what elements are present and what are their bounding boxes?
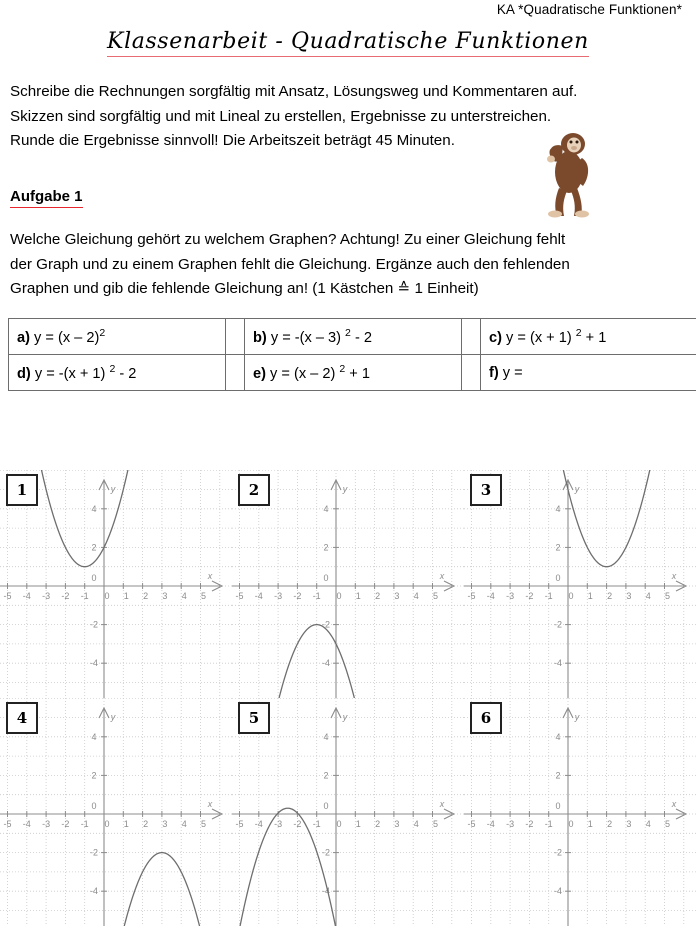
svg-text:-2: -2: [553, 847, 563, 858]
aufgabe-heading: Aufgabe 1: [10, 188, 83, 208]
svg-text:0: 0: [104, 591, 110, 601]
svg-text:y: y: [110, 484, 116, 494]
svg-text:-4: -4: [486, 819, 495, 829]
svg-text:x: x: [439, 799, 445, 809]
answer-cell-e[interactable]: [462, 355, 481, 391]
graph-panel-6: [464, 698, 696, 926]
tick-labels: [235, 484, 444, 668]
answer-cell-b[interactable]: [462, 319, 481, 355]
graph-panel-3: [464, 470, 696, 698]
svg-text:-4: -4: [89, 886, 99, 897]
equation-label: f): [489, 364, 503, 381]
svg-text:-2: -2: [321, 619, 331, 630]
graph-number-badge: 5: [238, 702, 270, 734]
equation-cell-b: [245, 319, 462, 355]
svg-text:-4: -4: [254, 591, 263, 601]
task-description: [10, 228, 650, 302]
svg-text:1: 1: [587, 819, 593, 829]
svg-text:4: 4: [181, 819, 187, 829]
svg-text:-2: -2: [293, 819, 302, 829]
svg-text:0: 0: [555, 801, 561, 811]
graph-panel-2: [232, 470, 464, 698]
svg-text:-5: -5: [235, 591, 244, 601]
tick-labels: [3, 484, 212, 668]
equation-body: y = (x – 2): [34, 329, 100, 346]
svg-text:-1: -1: [544, 819, 553, 829]
equation-exponent: 2: [575, 327, 582, 340]
equation-label: c): [489, 329, 507, 346]
page-title-wrapper: [0, 29, 696, 57]
axis-arrowheads: [563, 708, 686, 819]
graph-panel-1: [0, 470, 232, 698]
svg-text:-3: -3: [506, 591, 515, 601]
equation-body: y = (x – 2): [270, 365, 340, 382]
graph-number-badge: 3: [470, 474, 502, 506]
equation-exponent: 2: [345, 327, 351, 340]
svg-text:x: x: [207, 571, 213, 581]
svg-text:0: 0: [91, 573, 97, 583]
svg-text:5: 5: [200, 591, 207, 601]
page-title: Klassenarbeit - Quadratische Funktionen: [107, 29, 589, 57]
svg-text:4: 4: [91, 503, 97, 514]
svg-text:-2: -2: [293, 591, 302, 601]
intro-line-1: Schreibe die Rechnungen sorgfältig mit Ansatz, Lösungsweg und Kommentaren auf.: [10, 83, 578, 100]
answer-cell-d[interactable]: [226, 355, 245, 391]
intro-paragraph: [10, 80, 610, 154]
svg-text:1: 1: [355, 591, 361, 601]
equation-cell-f: [481, 355, 696, 391]
monkey-clipart: [533, 128, 603, 218]
svg-text:-2: -2: [61, 819, 70, 829]
svg-text:5: 5: [200, 819, 207, 829]
svg-text:-2: -2: [321, 847, 331, 858]
equation-tail: - 2: [115, 365, 137, 382]
svg-text:y: y: [342, 712, 348, 722]
svg-text:1: 1: [123, 819, 129, 829]
svg-text:2: 2: [143, 819, 149, 829]
svg-text:2: 2: [143, 591, 149, 601]
axes: [0, 708, 220, 926]
svg-text:2: 2: [607, 591, 613, 601]
task-line-1: Welche Gleichung gehört zu welchem Graphen? Achtung! Zu einer Gleichung fehlt: [10, 231, 566, 248]
svg-text:0: 0: [568, 591, 574, 601]
svg-text:x: x: [207, 799, 213, 809]
equation-cell-c: [481, 319, 696, 355]
svg-text:-3: -3: [274, 591, 283, 601]
svg-text:-5: -5: [3, 819, 12, 829]
equation-body: y = (x + 1): [506, 329, 576, 346]
svg-text:-4: -4: [254, 819, 263, 829]
svg-text:0: 0: [323, 573, 329, 583]
graph-row-1: [0, 470, 696, 698]
equation-body: y = -(x + 1): [34, 365, 110, 382]
tick-labels: [3, 712, 212, 896]
equation-exponent: 2: [109, 363, 116, 376]
svg-text:3: 3: [394, 819, 400, 829]
svg-text:-2: -2: [61, 591, 70, 601]
axis-arrowheads: [99, 480, 222, 591]
document-header: KA *Quadratische Funktionen*: [496, 2, 682, 17]
svg-text:0: 0: [104, 819, 110, 829]
svg-text:-5: -5: [235, 819, 244, 829]
svg-text:-3: -3: [506, 819, 515, 829]
svg-text:2: 2: [91, 542, 97, 553]
svg-text:2: 2: [375, 819, 381, 829]
svg-text:3: 3: [626, 591, 632, 601]
svg-text:2: 2: [607, 819, 613, 829]
graph-row-2: [0, 698, 696, 926]
graph-number-badge: 1: [6, 474, 38, 506]
svg-text:0: 0: [323, 801, 329, 811]
svg-text:-4: -4: [321, 658, 331, 669]
svg-text:3: 3: [626, 819, 632, 829]
axis-arrowheads: [99, 708, 222, 819]
svg-text:-4: -4: [486, 591, 495, 601]
svg-text:4: 4: [323, 731, 329, 742]
svg-text:5: 5: [432, 591, 439, 601]
svg-text:y: y: [574, 712, 580, 722]
svg-text:-4: -4: [553, 658, 563, 669]
svg-text:y: y: [574, 484, 580, 494]
svg-text:4: 4: [323, 503, 329, 514]
svg-text:-3: -3: [42, 819, 51, 829]
svg-text:-1: -1: [312, 591, 321, 601]
task-line-3: Graphen und gib die fehlende Gleichung an! (1 Kästchen ≙ 1 Einheit): [10, 280, 479, 297]
svg-text:5: 5: [664, 591, 671, 601]
svg-text:-4: -4: [553, 886, 563, 897]
axes: [464, 708, 684, 926]
svg-text:2: 2: [323, 770, 329, 781]
svg-text:1: 1: [587, 591, 593, 601]
svg-text:x: x: [671, 799, 677, 809]
svg-text:0: 0: [555, 573, 561, 583]
svg-text:-1: -1: [80, 591, 89, 601]
tick-labels: [467, 712, 676, 896]
svg-text:-3: -3: [274, 819, 283, 829]
equation-row: [9, 319, 696, 355]
svg-text:-4: -4: [22, 591, 31, 601]
svg-text:-2: -2: [89, 619, 99, 630]
axes: [232, 708, 452, 926]
svg-text:2: 2: [555, 542, 561, 553]
svg-text:3: 3: [162, 819, 168, 829]
axis-arrowheads: [331, 480, 454, 591]
svg-text:2: 2: [555, 770, 561, 781]
answer-cell-a[interactable]: [226, 319, 245, 355]
equation-exponent: 2: [99, 327, 106, 340]
equation-exponent: 2: [339, 363, 346, 376]
svg-text:4: 4: [645, 819, 651, 829]
svg-text:-1: -1: [312, 819, 321, 829]
svg-text:1: 1: [123, 591, 129, 601]
equation-row: [9, 355, 696, 391]
svg-text:4: 4: [555, 503, 561, 514]
svg-text:-2: -2: [525, 819, 534, 829]
svg-text:2: 2: [323, 542, 329, 553]
equation-label: b): [253, 329, 271, 346]
equation-table: [8, 318, 696, 391]
equation-body: y = -(x – 3): [270, 329, 346, 346]
svg-text:-3: -3: [42, 591, 51, 601]
svg-text:x: x: [671, 571, 677, 581]
svg-text:4: 4: [413, 819, 419, 829]
graph-panel-5: [232, 698, 464, 926]
equation-label: e): [253, 365, 271, 382]
svg-text:x: x: [439, 571, 445, 581]
graph-panel-4: [0, 698, 232, 926]
svg-text:0: 0: [568, 819, 574, 829]
svg-text:2: 2: [375, 591, 381, 601]
equation-tail: + 1: [581, 329, 607, 346]
svg-text:-2: -2: [553, 619, 563, 630]
axis-arrowheads: [331, 708, 454, 819]
svg-text:-2: -2: [89, 847, 99, 858]
svg-text:0: 0: [91, 801, 97, 811]
svg-text:1: 1: [355, 819, 361, 829]
equation-cell-a: [9, 319, 226, 355]
svg-text:-1: -1: [80, 819, 89, 829]
intro-line-3: Runde die Ergebnisse sinnvoll! Die Arbeitszeit beträgt 45 Minuten.: [10, 132, 455, 149]
equation-tail: + 1: [345, 365, 370, 382]
equation-cell-d: [9, 355, 226, 391]
svg-text:4: 4: [413, 591, 419, 601]
graph-number-badge: 6: [470, 702, 502, 734]
svg-text:4: 4: [91, 731, 97, 742]
graph-number-badge: 2: [238, 474, 270, 506]
task-line-2: der Graph und zu einem Graphen fehlt die Gleichung. Ergänze auch den fehlenden: [10, 255, 570, 273]
svg-text:y: y: [110, 712, 116, 722]
svg-text:5: 5: [664, 819, 671, 829]
svg-text:-5: -5: [467, 819, 476, 829]
svg-text:4: 4: [181, 591, 187, 601]
svg-text:-1: -1: [544, 591, 553, 601]
tick-labels: [467, 484, 676, 668]
svg-text:-5: -5: [467, 591, 476, 601]
svg-text:-4: -4: [321, 886, 331, 897]
intro-line-2: Skizzen sind sorgfältig und mit Lineal zu erstellen, Ergebnisse zu unterstreichen.: [10, 107, 552, 125]
svg-text:0: 0: [336, 591, 342, 601]
svg-text:-4: -4: [89, 658, 99, 669]
equation-label: a): [17, 329, 35, 346]
axes: [0, 480, 220, 698]
svg-text:0: 0: [336, 819, 342, 829]
equation-body: y =: [502, 364, 523, 381]
parabola-curve-5: [233, 808, 342, 926]
svg-text:2: 2: [91, 770, 97, 781]
equation-label: d): [17, 365, 35, 382]
graph-grid: [0, 470, 696, 926]
svg-text:-4: -4: [22, 819, 31, 829]
equation-cell-e: [245, 355, 462, 391]
svg-text:-5: -5: [3, 591, 12, 601]
svg-text:y: y: [342, 484, 348, 494]
svg-text:3: 3: [162, 591, 168, 601]
svg-text:4: 4: [555, 731, 561, 742]
equation-tail: - 2: [350, 329, 372, 346]
axes: [232, 480, 452, 698]
tick-labels: [235, 712, 444, 896]
svg-text:4: 4: [645, 591, 651, 601]
svg-text:5: 5: [432, 819, 439, 829]
graph-number-badge: 4: [6, 702, 38, 734]
svg-text:-2: -2: [525, 591, 534, 601]
svg-text:3: 3: [394, 591, 400, 601]
